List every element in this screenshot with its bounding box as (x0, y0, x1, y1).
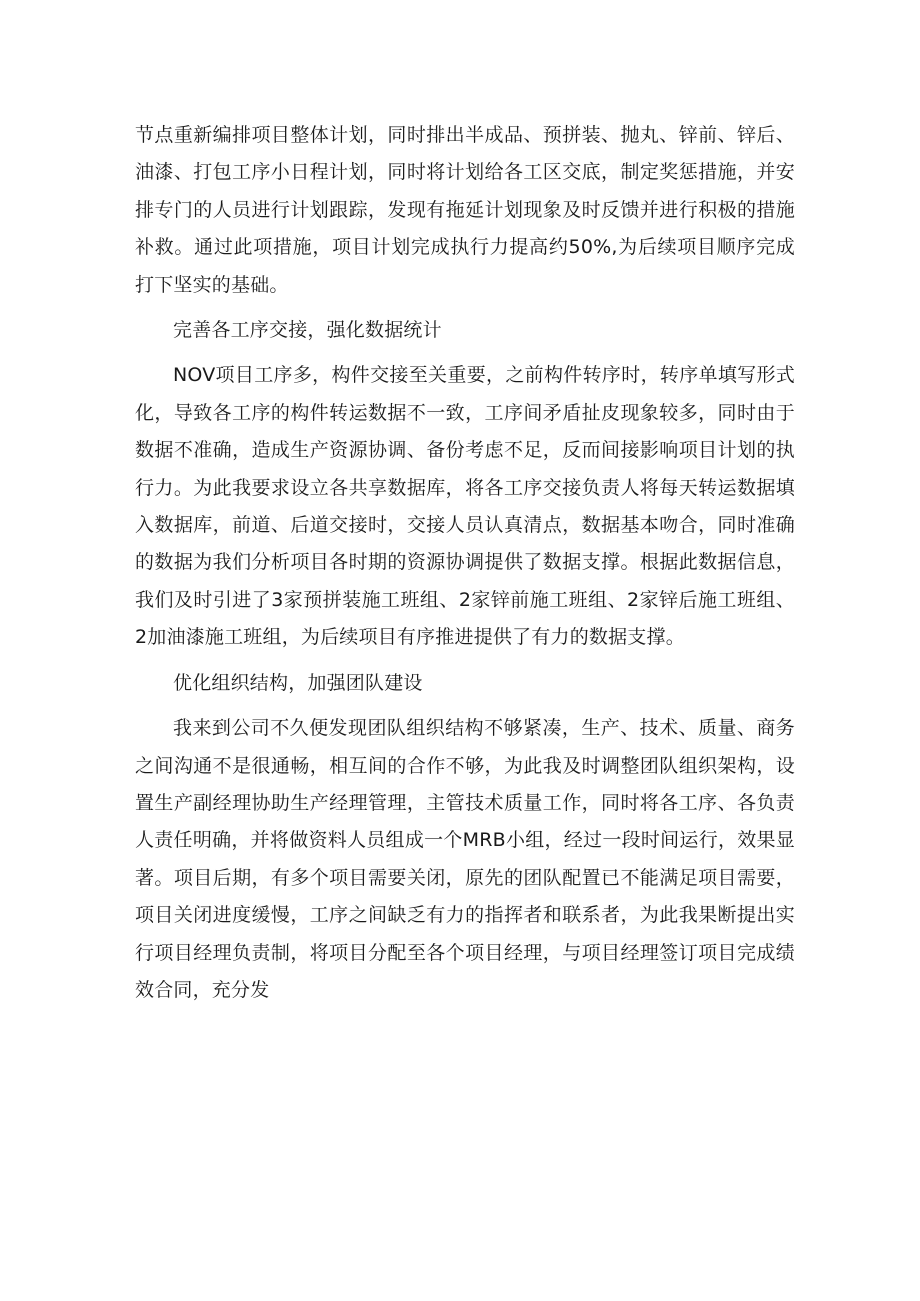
section-heading-team-building: 优化组织结构，加强团队建设 (173, 671, 423, 694)
section-heading-process-handover: 完善各工序交接，强化数据统计 (173, 319, 442, 342)
document-body (135, 117, 795, 1009)
paragraph-organization: 我来到公司不久便发现团队组织结构不够紧凑，生产、技术、质量、商务之间沟通不是很通畅，相互间的合作不够，为此我及时调整团队组织架构，设置生产副经理协助生产经理管理，主管技术质量工作，同时将各工序、各负责人责任明确，并将做资料人员组成一个MRB小组，经过一段时间运行，效果显著。项目后期，有多个项目需要关闭，原先的团队配置已不能满足项目需要，项目关闭进度缓慢，工序之间缺乏有力的指挥者和联系者，为此我果断提出实行项目经理负责制，将项目分配至各个项目经理，与项目经理签订项目完成绩效合同，充分发 (135, 717, 795, 1001)
paragraph-data-statistics: NOV项目工序多，构件交接至关重要，之前构件转序时，转序单填写形式化，导致各工序的构件转运数据不一致，工序间矛盾扯皮现象较多，同时由于数据不准确，造成生产资源协调、备份考虑不足，反而间接影响项目计划的执行力。为此我要求设立各共享数据库，将各工序交接负责人将每天转运数据填入数据库，前道、后道交接时，交接人员认真清点，数据基本吻合，同时准确的数据为我们分析项目各时期的资源协调提供了数据支撑。根据此数据信息，我们及时引进了3家预拼装施工班组、2家锌前施工班组、2家锌后施工班组、2加油漆施工班组，为后续项目有序推进提供了有力的数据支撑。 (135, 364, 795, 649)
paragraph-plan-schedule: 节点重新编排项目整体计划，同时排出半成品、预拼装、抛丸、锌前、锌后、油漆、打包工序小日程计划，同时将计划给各工区交底，制定奖惩措施，并安排专门的人员进行计划跟踪，发现有拖延计划现象及时反馈并进行积极的措施补救。通过此项措施，项目计划完成执行力提高约50%,为后续项目顺序完成打下坚实的基础。 (135, 124, 795, 296)
